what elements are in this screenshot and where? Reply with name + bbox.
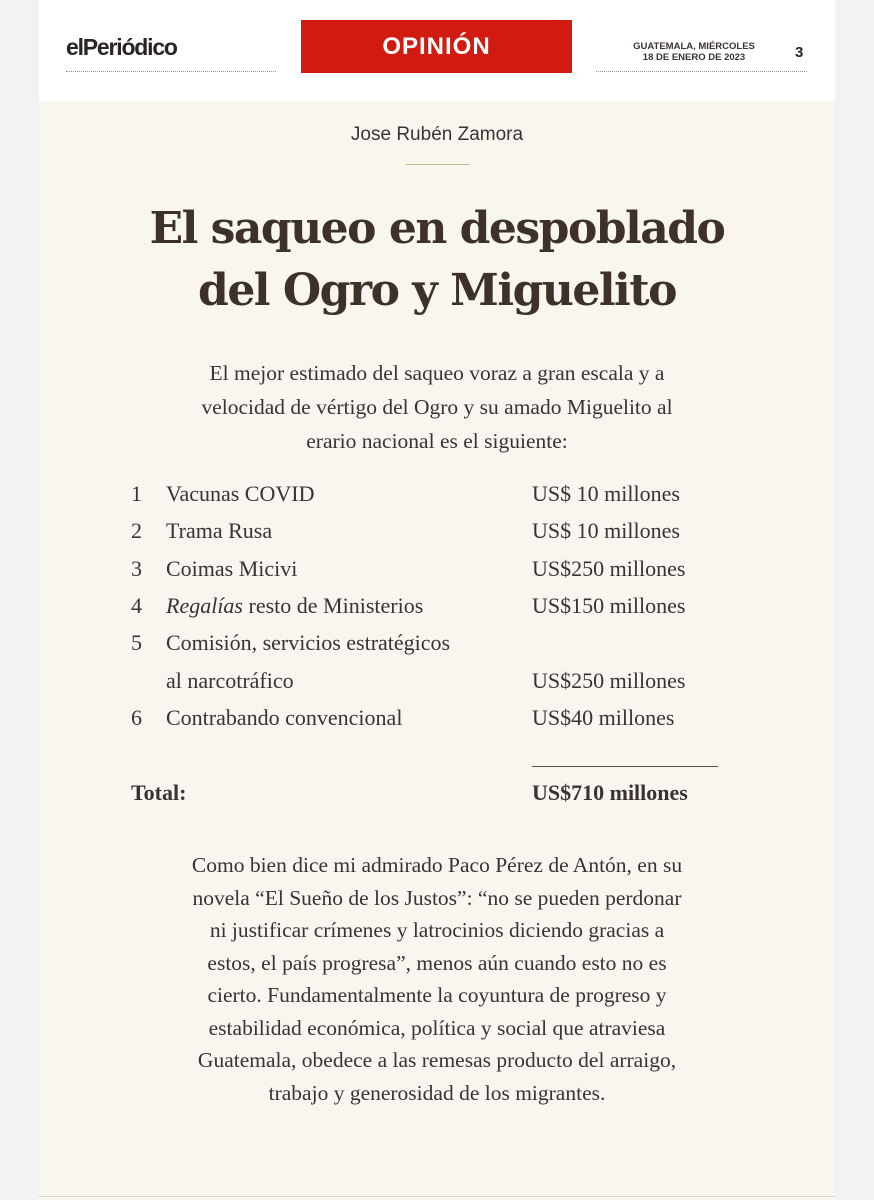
body-paragraph — [99, 849, 775, 1109]
item-amount: US$ 10 millones — [532, 481, 680, 506]
item-description: Regalías resto de Ministerios — [166, 593, 424, 618]
item-amount: US$150 millones — [532, 593, 686, 618]
body-line: trabajo y generosidad de los migrantes. — [268, 1080, 606, 1105]
item-number: 2 — [131, 518, 142, 543]
lead-line: velocidad de vértigo del Ogro y su amado Miguelito al — [201, 395, 673, 419]
author-divider — [406, 164, 470, 165]
lead-paragraph — [109, 356, 765, 458]
dateline-date: 18 DE ENERO DE 2023 — [642, 52, 746, 63]
item-description: al narcotráfico — [166, 668, 294, 693]
total-value: US$710 millones — [532, 780, 688, 805]
author-byline: Jose Rubén Zamora — [350, 124, 524, 145]
headline — [79, 198, 795, 322]
body-line: Guatemala, obedece a las remesas producto del arraigo, — [197, 1048, 677, 1072]
item-amount: US$40 millones — [532, 705, 675, 730]
item-description: Contrabando convencional — [166, 705, 403, 730]
item-number: 1 — [131, 481, 142, 506]
total-label: Total: — [131, 780, 187, 805]
item-amount: US$250 millones — [532, 556, 686, 581]
newspaper-page — [39, 0, 835, 1200]
item-amount: US$ 10 millones — [532, 518, 680, 543]
footer-divider — [39, 1196, 835, 1197]
logo-divider — [66, 71, 276, 72]
body-line: ni justificar crímenes y latrocinios diciendo gracias a — [209, 918, 665, 942]
item-description: Comisión, servicios estratégicos — [166, 630, 451, 655]
dateline-place-day: GUATEMALA, MIÉRCOLES — [633, 41, 755, 52]
body-line: novela “El Sueño de los Justos”: “no se pueden perdonar — [192, 885, 682, 910]
body-line: estabilidad económica, política y social que atraviesa — [208, 1015, 666, 1040]
dateline-divider — [596, 71, 807, 72]
total-divider — [532, 766, 718, 767]
item-description: Trama Rusa — [166, 518, 273, 543]
body-line: Como bien dice mi admirado Paco Pérez de Antón, en su — [191, 853, 683, 877]
item-number: 4 — [131, 593, 142, 618]
item-number: 6 — [131, 705, 142, 730]
masthead — [39, 0, 835, 101]
newspaper-logo: elPeriódico — [66, 34, 177, 60]
headline-line: del Ogro y Miguelito — [198, 265, 676, 316]
item-description: Coimas Micivi — [166, 556, 298, 581]
item-number: 5 — [131, 630, 142, 655]
lead-line: El mejor estimado del saqueo voraz a gran escala y a — [209, 361, 665, 385]
item-number: 3 — [131, 556, 142, 581]
item-description: Vacunas COVID — [166, 481, 315, 506]
body-line: estos, el país progresa”, menos aún cuando esto no es — [207, 950, 667, 975]
section-label: OPINIÓN — [301, 20, 572, 73]
body-line: cierto. Fundamentalmente la coyuntura de progreso y — [207, 983, 667, 1007]
headline-line: El saqueo en despoblado — [149, 203, 725, 254]
dateline — [619, 41, 769, 63]
lead-line: erario nacional es el siguiente: — [306, 429, 568, 453]
item-amount: US$250 millones — [532, 668, 686, 693]
page-number: 3 — [795, 44, 804, 61]
